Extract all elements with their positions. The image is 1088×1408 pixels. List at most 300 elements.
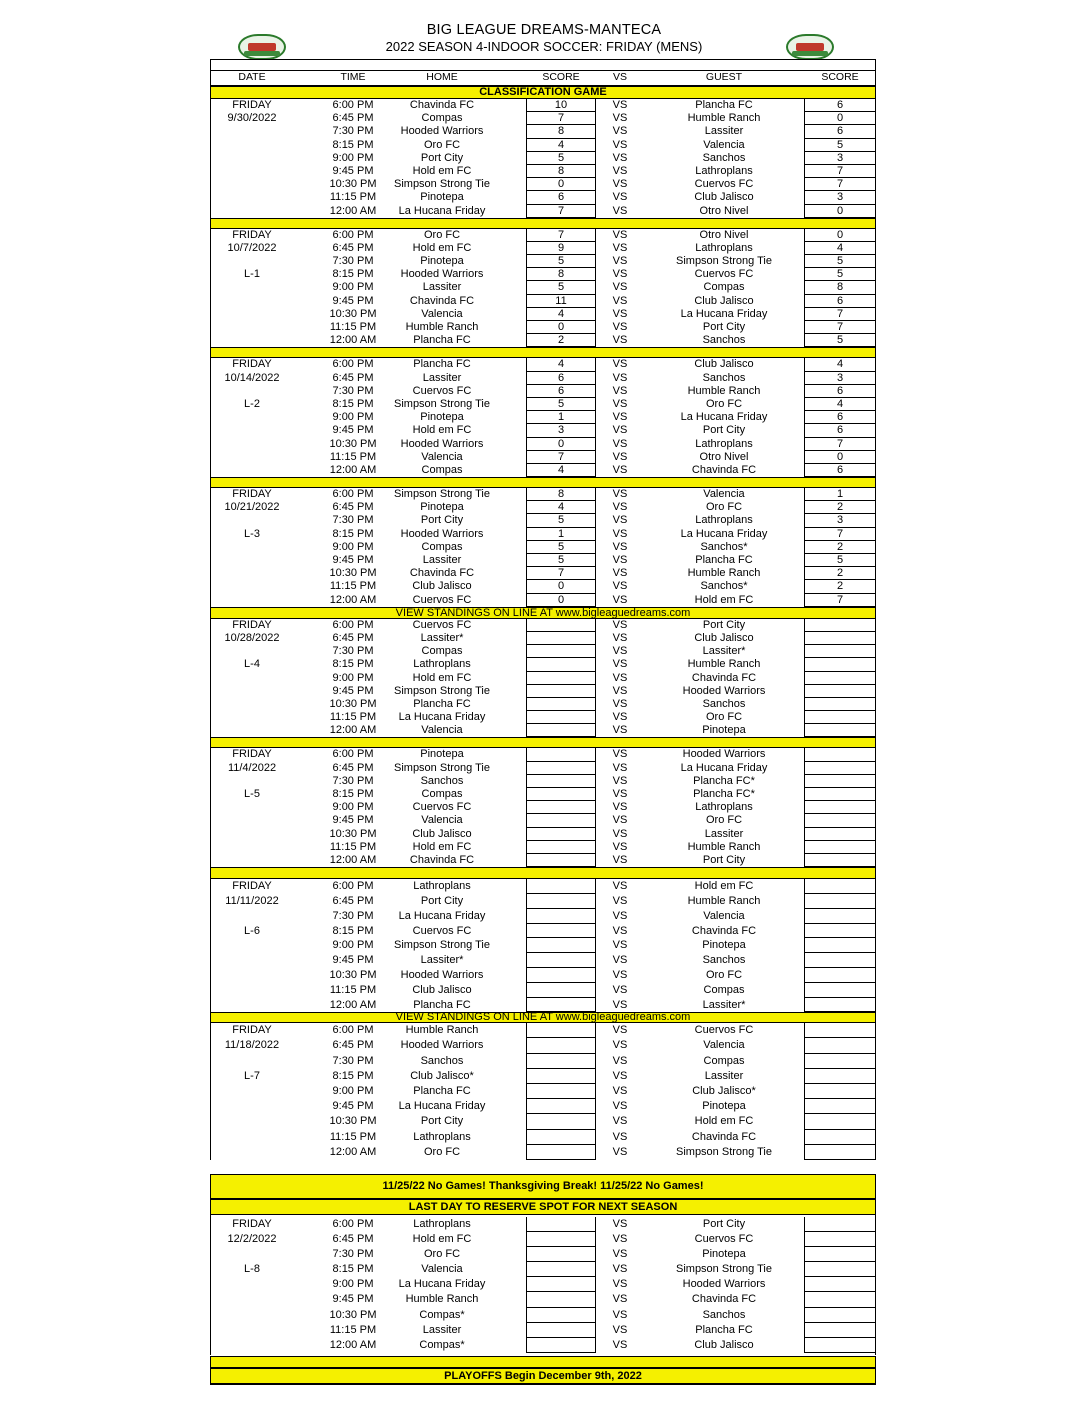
vs-label: VS bbox=[612, 924, 628, 937]
vs-label: VS bbox=[612, 998, 628, 1011]
game-row bbox=[211, 1099, 875, 1114]
date-day: FRIDAY bbox=[232, 1024, 272, 1037]
guest-score bbox=[804, 1217, 876, 1232]
home-team: Pinotepa bbox=[420, 501, 464, 514]
guest-team: Lathroplans bbox=[695, 164, 753, 177]
home-team: Hold em FC bbox=[412, 840, 472, 853]
game-time: 6:45 PM bbox=[332, 894, 374, 907]
guest-score: 1 bbox=[804, 488, 876, 501]
guest-score: 4 bbox=[804, 358, 876, 371]
date-day: FRIDAY bbox=[232, 488, 272, 501]
vs-label: VS bbox=[612, 954, 628, 967]
vs-label: VS bbox=[612, 241, 628, 254]
home-score: 0 bbox=[526, 438, 596, 451]
guest-score: 4 bbox=[804, 242, 876, 255]
guest-team: Chavinda FC bbox=[691, 1130, 757, 1143]
notice-section bbox=[210, 1174, 876, 1215]
home-team: Pinotepa bbox=[420, 411, 464, 424]
game-time: 10:30 PM bbox=[329, 567, 377, 580]
game-row bbox=[211, 658, 875, 671]
date-day: FRIDAY bbox=[232, 228, 272, 241]
game-row bbox=[211, 924, 875, 939]
game-time: 12:00 AM bbox=[329, 853, 377, 866]
home-score: 8 bbox=[526, 125, 596, 138]
home-team: Lathroplans bbox=[413, 1130, 471, 1143]
guest-score: 5 bbox=[804, 554, 876, 567]
home-score bbox=[526, 1247, 596, 1262]
home-score bbox=[526, 1217, 596, 1232]
vs-label: VS bbox=[612, 501, 628, 514]
game-row bbox=[211, 672, 875, 685]
guest-score: 7 bbox=[804, 165, 876, 178]
guest-score: 4 bbox=[804, 398, 876, 411]
home-team: Simpson Strong Tie bbox=[394, 488, 490, 501]
guest-score: 6 bbox=[804, 125, 876, 138]
guest-team: Oro FC bbox=[705, 968, 743, 981]
guest-team: Sanchos* bbox=[700, 580, 748, 593]
game-time: 10:30 PM bbox=[329, 178, 377, 191]
game-time: 12:00 AM bbox=[329, 593, 377, 606]
home-team: Port City bbox=[420, 151, 464, 164]
game-row bbox=[211, 1130, 875, 1145]
home-team: Club Jalisco bbox=[412, 580, 472, 593]
game-time: 12:00 AM bbox=[329, 204, 377, 217]
game-row bbox=[211, 801, 875, 814]
game-time: 11:15 PM bbox=[329, 191, 377, 204]
game-row bbox=[211, 229, 875, 242]
game-time: 12:00 AM bbox=[329, 1338, 377, 1351]
home-score: 8 bbox=[526, 488, 596, 501]
game-time: 8:15 PM bbox=[332, 658, 374, 671]
game-time: 10:30 PM bbox=[329, 827, 377, 840]
guest-score bbox=[804, 672, 876, 685]
col-date-header: DATE bbox=[238, 71, 266, 83]
home-team: Hooded Warriors bbox=[400, 527, 484, 540]
vs-label: VS bbox=[612, 724, 628, 737]
home-team: Simpson Strong Tie bbox=[394, 684, 490, 697]
vs-label: VS bbox=[612, 1293, 628, 1306]
guest-team: Sanchos bbox=[702, 697, 746, 710]
guest-score: 2 bbox=[804, 541, 876, 554]
home-score bbox=[526, 1145, 596, 1160]
home-score: 0 bbox=[526, 594, 596, 607]
guest-team: Pinotepa bbox=[702, 1248, 746, 1261]
guest-team: Hold em FC bbox=[694, 593, 754, 606]
home-team: La Hucana Friday bbox=[398, 1100, 486, 1113]
week-separator bbox=[211, 737, 875, 748]
guest-team: Valencia bbox=[703, 138, 745, 151]
vs-label: VS bbox=[612, 711, 628, 724]
game-row bbox=[211, 295, 875, 308]
home-score: 1 bbox=[526, 411, 596, 424]
game-row bbox=[211, 1323, 875, 1338]
home-team: Hooded Warriors bbox=[400, 268, 484, 281]
guest-team: Oro FC bbox=[705, 814, 743, 827]
guest-score: 0 bbox=[804, 451, 876, 464]
home-score bbox=[526, 1038, 596, 1053]
game-row bbox=[211, 424, 875, 437]
guest-score: 6 bbox=[804, 424, 876, 437]
home-team: Sanchos bbox=[420, 774, 464, 787]
guest-score bbox=[804, 724, 876, 737]
vs-label: VS bbox=[612, 411, 628, 424]
guest-score bbox=[804, 1038, 876, 1053]
game-time: 7:30 PM bbox=[332, 1248, 374, 1261]
guest-score: 7 bbox=[804, 178, 876, 191]
home-team: Lassiter bbox=[422, 1323, 462, 1336]
home-team: Hold em FC bbox=[412, 164, 472, 177]
col-guest-score-header: SCORE bbox=[821, 71, 859, 83]
game-row bbox=[211, 1084, 875, 1099]
guest-score bbox=[804, 968, 876, 983]
game-time: 12:00 AM bbox=[329, 463, 377, 476]
guest-team: Club Jalisco bbox=[694, 358, 754, 371]
guest-score bbox=[804, 698, 876, 711]
vs-label: VS bbox=[612, 450, 628, 463]
game-row bbox=[211, 372, 875, 385]
game-time: 6:00 PM bbox=[332, 99, 374, 111]
home-score: 0 bbox=[526, 321, 596, 334]
game-row bbox=[211, 255, 875, 268]
game-row bbox=[211, 645, 875, 658]
home-score bbox=[526, 828, 596, 841]
vs-label: VS bbox=[612, 1233, 628, 1246]
home-score bbox=[526, 762, 596, 775]
guest-team: Compas bbox=[703, 1054, 745, 1067]
guest-team: Humble Ranch bbox=[687, 384, 761, 397]
home-team: Simpson Strong Tie bbox=[394, 178, 490, 191]
home-team: Port City bbox=[420, 1115, 464, 1128]
home-score bbox=[526, 1084, 596, 1099]
home-score: 7 bbox=[526, 567, 596, 580]
game-time: 10:30 PM bbox=[329, 968, 377, 981]
game-row bbox=[211, 998, 875, 1013]
guest-score bbox=[804, 1084, 876, 1099]
guest-team: Lassiter* bbox=[702, 998, 746, 1011]
game-time: 9:45 PM bbox=[332, 1293, 374, 1306]
final-week-frame bbox=[210, 1215, 876, 1355]
game-time: 6:45 PM bbox=[332, 112, 374, 125]
game-time: 11:15 PM bbox=[329, 983, 377, 996]
guest-score: 3 bbox=[804, 372, 876, 385]
home-team: Valencia bbox=[421, 814, 463, 827]
date-day: FRIDAY bbox=[232, 358, 272, 371]
home-score bbox=[526, 645, 596, 658]
home-score bbox=[526, 672, 596, 685]
game-time: 12:00 AM bbox=[329, 1145, 377, 1158]
home-score: 9 bbox=[526, 242, 596, 255]
vs-label: VS bbox=[612, 1145, 628, 1158]
game-row bbox=[211, 308, 875, 321]
vs-label: VS bbox=[612, 774, 628, 787]
league-logo-right bbox=[786, 34, 834, 60]
vs-label: VS bbox=[612, 748, 628, 761]
home-score bbox=[526, 953, 596, 968]
home-team: Pinotepa bbox=[420, 748, 464, 761]
game-row bbox=[211, 1292, 875, 1307]
col-guest-header: GUEST bbox=[705, 71, 743, 83]
game-row bbox=[211, 438, 875, 451]
game-time: 6:00 PM bbox=[332, 488, 374, 501]
guest-score bbox=[804, 909, 876, 924]
game-time: 8:15 PM bbox=[332, 1069, 374, 1082]
league-week-label: L-5 bbox=[244, 788, 260, 800]
game-time: 9:00 PM bbox=[332, 801, 374, 814]
vs-label: VS bbox=[612, 294, 628, 307]
home-score bbox=[526, 909, 596, 924]
home-score bbox=[526, 748, 596, 761]
guest-score bbox=[804, 685, 876, 698]
game-time: 6:45 PM bbox=[332, 631, 374, 644]
date-value: 10/28/2022 bbox=[224, 631, 280, 644]
home-score: 5 bbox=[526, 255, 596, 268]
date-value: 10/14/2022 bbox=[224, 371, 280, 384]
game-time: 11:15 PM bbox=[329, 711, 377, 724]
home-team: Plancha FC bbox=[413, 697, 471, 710]
guest-team: Port City bbox=[702, 424, 746, 437]
game-time: 9:45 PM bbox=[332, 554, 374, 566]
home-team: Valencia bbox=[421, 724, 463, 737]
vs-label: VS bbox=[612, 761, 628, 774]
game-row bbox=[211, 178, 875, 191]
vs-label: VS bbox=[612, 1263, 628, 1276]
guest-score bbox=[804, 632, 876, 645]
vs-label: VS bbox=[612, 1115, 628, 1128]
guest-team: Hooded Warriors bbox=[682, 748, 766, 761]
vs-label: VS bbox=[612, 178, 628, 191]
schedule-table bbox=[210, 59, 876, 1160]
guest-team: Otro Nivel bbox=[699, 228, 749, 241]
game-row bbox=[211, 894, 875, 909]
vs-label: VS bbox=[612, 1278, 628, 1291]
home-score bbox=[526, 1023, 596, 1038]
home-team: Pinotepa bbox=[420, 255, 464, 268]
home-score: 5 bbox=[526, 281, 596, 294]
vs-label: VS bbox=[612, 1039, 628, 1052]
guest-team: Valencia bbox=[703, 909, 745, 922]
game-time: 12:00 AM bbox=[329, 334, 377, 347]
game-time: 9:00 PM bbox=[332, 411, 374, 424]
guest-team: Hooded Warriors bbox=[682, 1278, 766, 1291]
home-score: 5 bbox=[526, 514, 596, 527]
guest-score: 3 bbox=[804, 152, 876, 165]
guest-team: Cuervos FC bbox=[694, 1233, 754, 1246]
vs-label: VS bbox=[612, 1308, 628, 1321]
game-row bbox=[211, 594, 875, 607]
week-separator bbox=[211, 1356, 875, 1368]
vs-label: VS bbox=[612, 840, 628, 853]
game-time: 12:00 AM bbox=[329, 724, 377, 737]
game-time: 9:00 PM bbox=[332, 540, 374, 553]
game-time: 8:15 PM bbox=[332, 397, 374, 410]
guest-score: 0 bbox=[804, 205, 876, 218]
guest-score bbox=[804, 983, 876, 998]
vs-label: VS bbox=[612, 1069, 628, 1082]
guest-score bbox=[804, 645, 876, 658]
guest-score: 2 bbox=[804, 580, 876, 593]
home-team: Lathroplans bbox=[413, 880, 471, 893]
home-team: Simpson Strong Tie bbox=[394, 939, 490, 952]
guest-team: Lathroplans bbox=[695, 801, 753, 814]
game-row bbox=[211, 580, 875, 593]
home-score: 4 bbox=[526, 358, 596, 371]
game-row bbox=[211, 112, 875, 125]
guest-score bbox=[804, 658, 876, 671]
vs-label: VS bbox=[612, 540, 628, 553]
game-time: 7:30 PM bbox=[332, 384, 374, 397]
guest-team: Lassiter bbox=[704, 1069, 744, 1082]
vs-label: VS bbox=[612, 281, 628, 294]
guest-score bbox=[804, 1099, 876, 1114]
date-day: FRIDAY bbox=[232, 618, 272, 631]
guest-score bbox=[804, 801, 876, 814]
guest-score bbox=[804, 748, 876, 761]
table-top-rule bbox=[211, 60, 875, 71]
home-score bbox=[526, 938, 596, 953]
vs-label: VS bbox=[612, 1338, 628, 1351]
home-score bbox=[526, 801, 596, 814]
vs-label: VS bbox=[612, 334, 628, 347]
game-time: 8:15 PM bbox=[332, 788, 374, 800]
guest-score bbox=[804, 1262, 876, 1277]
game-row bbox=[211, 748, 875, 761]
home-score: 8 bbox=[526, 268, 596, 281]
game-row bbox=[211, 554, 875, 567]
game-row bbox=[211, 1217, 875, 1232]
guest-score: 6 bbox=[804, 385, 876, 398]
guest-team: Plancha FC bbox=[695, 1323, 753, 1336]
vs-label: VS bbox=[612, 1323, 628, 1336]
home-score: 5 bbox=[526, 152, 596, 165]
game-row bbox=[211, 1308, 875, 1323]
guest-team: Chavinda FC bbox=[691, 1293, 757, 1306]
classification-game-banner: CLASSIFICATION GAME bbox=[211, 86, 875, 99]
guest-score bbox=[804, 1338, 876, 1353]
home-score: 4 bbox=[526, 139, 596, 152]
home-team: Oro FC bbox=[423, 1145, 461, 1158]
game-time: 10:30 PM bbox=[329, 1308, 377, 1321]
game-row bbox=[211, 451, 875, 464]
league-week-label: L-1 bbox=[244, 268, 260, 281]
game-row bbox=[211, 619, 875, 632]
home-team: La Hucana Friday bbox=[398, 909, 486, 922]
game-row bbox=[211, 1054, 875, 1069]
home-score bbox=[526, 879, 596, 894]
game-time: 6:45 PM bbox=[332, 761, 374, 774]
league-week-label: L-7 bbox=[244, 1069, 260, 1082]
guest-score: 5 bbox=[804, 255, 876, 268]
guest-team: Lassiter bbox=[704, 125, 744, 138]
date-day: FRIDAY bbox=[232, 99, 272, 111]
reserve-spot-notice: LAST DAY TO RESERVE SPOT FOR NEXT SEASON bbox=[211, 1199, 875, 1215]
col-home-header: HOME bbox=[426, 71, 458, 83]
game-time: 9:00 PM bbox=[332, 151, 374, 164]
vs-label: VS bbox=[612, 358, 628, 371]
col-time-header: TIME bbox=[340, 71, 366, 83]
home-team: Plancha FC bbox=[413, 334, 471, 347]
guest-score bbox=[804, 953, 876, 968]
guest-score bbox=[804, 998, 876, 1013]
schedule-body bbox=[211, 86, 875, 1160]
guest-team: Humble Ranch bbox=[687, 894, 761, 907]
guest-team: Club Jalisco bbox=[694, 191, 754, 204]
game-row bbox=[211, 488, 875, 501]
vs-label: VS bbox=[612, 1054, 628, 1067]
home-team: Lathroplans bbox=[413, 658, 471, 671]
home-score bbox=[526, 1130, 596, 1145]
game-time: 6:45 PM bbox=[332, 501, 374, 514]
guest-score bbox=[804, 1130, 876, 1145]
game-row bbox=[211, 953, 875, 968]
home-score bbox=[526, 814, 596, 827]
game-row bbox=[211, 125, 875, 138]
vs-label: VS bbox=[612, 488, 628, 501]
guest-score: 3 bbox=[804, 514, 876, 527]
guest-team: Oro FC bbox=[705, 397, 743, 410]
home-score bbox=[526, 698, 596, 711]
vs-label: VS bbox=[612, 1130, 628, 1143]
game-row bbox=[211, 909, 875, 924]
guest-team: Simpson Strong Tie bbox=[676, 1145, 772, 1158]
game-row bbox=[211, 1038, 875, 1053]
game-row bbox=[211, 762, 875, 775]
guest-score: 6 bbox=[804, 411, 876, 424]
vs-label: VS bbox=[612, 371, 628, 384]
home-team: Lassiter* bbox=[420, 631, 464, 644]
vs-label: VS bbox=[612, 268, 628, 281]
home-score bbox=[526, 1262, 596, 1277]
league-week-label: L-6 bbox=[244, 924, 260, 937]
game-row bbox=[211, 775, 875, 788]
vs-label: VS bbox=[612, 255, 628, 268]
home-score bbox=[526, 788, 596, 801]
vs-label: VS bbox=[612, 983, 628, 996]
game-row bbox=[211, 334, 875, 347]
guest-team: Valencia bbox=[703, 1039, 745, 1052]
game-time: 11:15 PM bbox=[329, 580, 377, 593]
game-time: 11:15 PM bbox=[329, 840, 377, 853]
guest-team: Lassiter bbox=[704, 827, 744, 840]
guest-score bbox=[804, 1114, 876, 1129]
home-score bbox=[526, 1323, 596, 1338]
home-team: Hooded Warriors bbox=[400, 968, 484, 981]
guest-team: Lathroplans bbox=[695, 514, 753, 527]
game-time: 9:00 PM bbox=[332, 1085, 374, 1098]
guest-team: Hold em FC bbox=[694, 880, 754, 893]
home-team: Hold em FC bbox=[412, 424, 472, 437]
vs-label: VS bbox=[612, 788, 628, 800]
guest-team: Valencia bbox=[703, 488, 745, 501]
game-row bbox=[211, 938, 875, 953]
game-row bbox=[211, 242, 875, 255]
home-team: Hold em FC bbox=[412, 671, 472, 684]
home-team: Humble Ranch bbox=[405, 1293, 479, 1306]
home-team: Lathroplans bbox=[413, 1218, 471, 1230]
date-day: FRIDAY bbox=[232, 880, 272, 893]
home-team: La Hucana Friday bbox=[398, 1278, 486, 1291]
home-score: 3 bbox=[526, 424, 596, 437]
game-time: 7:30 PM bbox=[332, 645, 374, 658]
home-team: Lassiter bbox=[422, 281, 462, 294]
home-team: Chavinda FC bbox=[409, 99, 475, 111]
home-score bbox=[526, 1338, 596, 1353]
home-score bbox=[526, 711, 596, 724]
thanksgiving-notice: 11/25/22 No Games! Thanksgiving Break! 11/25/22 No Games! bbox=[211, 1174, 875, 1199]
game-row bbox=[211, 788, 875, 801]
vs-label: VS bbox=[612, 827, 628, 840]
home-score bbox=[526, 1232, 596, 1247]
home-team: La Hucana Friday bbox=[398, 204, 486, 217]
